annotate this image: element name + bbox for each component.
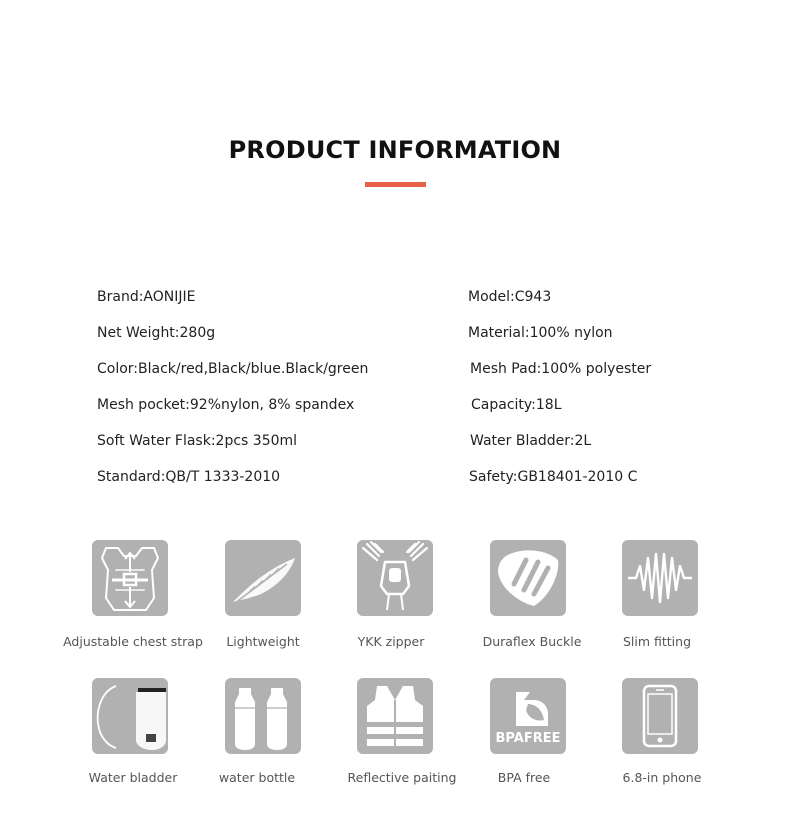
feature-label-chest-strap: Adjustable chest strap bbox=[63, 634, 203, 649]
feature-label-ykk-zipper: YKK zipper bbox=[357, 634, 425, 649]
spec-mesh-pad: Mesh Pad:100% polyester bbox=[470, 361, 652, 377]
water-bottle-icon bbox=[225, 678, 301, 754]
spec-safety: Safety:GB18401-2010 C bbox=[469, 469, 638, 485]
spec-water-bladder: Water Bladder:2L bbox=[470, 433, 592, 449]
bpa-free-icon-text: BPAFREE bbox=[495, 731, 561, 746]
zipper-icon bbox=[357, 540, 433, 616]
spec-material: Material:100% nylon bbox=[468, 325, 613, 341]
feather-icon bbox=[225, 540, 301, 616]
water-bladder-icon bbox=[92, 678, 168, 754]
spec-capacity: Capacity:18L bbox=[471, 397, 562, 413]
title-underline bbox=[365, 182, 426, 187]
wave-icon bbox=[622, 540, 698, 616]
feature-label-reflective: Reflective paiting bbox=[347, 770, 457, 785]
spec-net-weight: Net Weight:280g bbox=[97, 325, 216, 341]
spec-mesh-pocket: Mesh pocket:92%nylon, 8% spandex bbox=[97, 397, 355, 413]
spec-standard: Standard:QB/T 1333-2010 bbox=[97, 469, 281, 485]
feature-label-water-bottle: water bottle bbox=[218, 770, 296, 785]
feature-label-water-bladder: Water bladder bbox=[88, 770, 178, 785]
feature-label-bpa-free: BPA free bbox=[497, 770, 551, 785]
spec-soft-water-flask: Soft Water Flask:2pcs 350ml bbox=[97, 433, 298, 449]
buckle-icon bbox=[490, 540, 566, 616]
spec-color: Color:Black/red,Black/blue.Black/green bbox=[97, 361, 369, 377]
spec-brand: Brand:AONIJIE bbox=[97, 289, 196, 305]
spec-model: Model:C943 bbox=[468, 289, 552, 305]
reflective-vest-icon bbox=[357, 678, 433, 754]
chest-strap-icon bbox=[92, 540, 168, 616]
feature-label-lightweight: Lightweight bbox=[226, 634, 300, 649]
bpa-free-icon bbox=[490, 678, 566, 754]
phone-icon bbox=[622, 678, 698, 754]
feature-label-phone: 6.8-in phone bbox=[622, 770, 702, 785]
feature-label-duraflex-buckle: Duraflex Buckle bbox=[482, 634, 582, 649]
feature-label-slim-fitting: Slim fitting bbox=[622, 634, 692, 649]
page-title: PRODUCT INFORMATION bbox=[228, 136, 562, 164]
